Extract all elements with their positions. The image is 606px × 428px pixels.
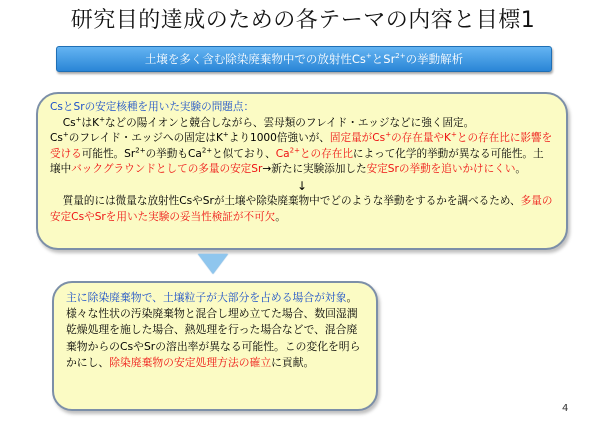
highlight-text: 主に除染廃棄物で、土壌粒子が大部分を占める場合が対象 (66, 291, 347, 304)
superscript: 2+ (201, 146, 213, 155)
slide-title: 研究目的達成のための各テーマの内容と目標1 (70, 8, 536, 33)
subtitle-sup-sr: 2+ (395, 52, 406, 61)
text-span: 質量的には微量な放射性CsやSrが土壌や除染廃棄物中でどのような挙動をするかを調べるため、 (62, 194, 521, 207)
problem-paragraph-1 (50, 116, 554, 132)
text-span: 。 (275, 210, 286, 223)
problem-heading: CsとSrの安定核種を用いた実験の問題点： (50, 101, 255, 113)
subtitle-banner (56, 46, 552, 72)
highlight-text: 固定量がCs (329, 132, 386, 145)
target-box (52, 281, 378, 411)
text-span: 。 (346, 291, 358, 304)
subtitle-text-a: 土壌を多く含む除染廃棄物中での放射性Cs (144, 52, 366, 66)
target-paragraph-2 (66, 306, 364, 371)
text-span: 。 (515, 163, 527, 176)
text-span: はK (81, 116, 100, 129)
superscript: + (450, 130, 457, 139)
text-span: のフレイド・エッジへの固定はK (68, 132, 223, 145)
highlight-text: との存在比に影響を受ける (50, 132, 553, 160)
superscript: + (222, 130, 229, 139)
subtitle-text-c: の挙動解析 (405, 52, 464, 66)
text-span: と似ており、 (212, 147, 276, 160)
text-span: Cs (62, 116, 76, 129)
problem-paragraph-3 (50, 194, 554, 225)
superscript: + (75, 115, 82, 124)
problem-paragraph-2 (50, 131, 554, 178)
down-triangle-icon (198, 254, 228, 274)
superscript: + (99, 115, 105, 124)
text-span: →新たに実験添加した (262, 163, 367, 176)
text-span: によって化学的挙動が異なる可能性。土壌中 (50, 147, 544, 176)
page-number: 4 (562, 403, 569, 414)
highlight-text: 多量の安定CsやSrを用いた実験の妥当性検証が不可欠 (50, 194, 553, 223)
highlight-text: Ca (275, 147, 290, 160)
highlight-text: 安定Srの挙動を追いかけにくい (366, 163, 516, 176)
subtitle-text-b: とSr (371, 52, 396, 66)
down-arrow-icon: ↓ (296, 178, 308, 193)
highlight-text: との存在比 (299, 147, 353, 160)
text-span: より1000倍強いが、 (228, 132, 330, 145)
text-span: 様々な性状の汚染廃棄物と混合し埋め立てた場合、数回湿潤乾燥処理を施した場合、熱処理を行った場合などで、混合廃棄物からのCsやSrの溶出率が異なる可能性。この変化を明らかにし、 (66, 307, 361, 369)
subtitle-sup-cs: + (365, 52, 372, 61)
highlight-text: 除染廃棄物の安定処理方法の確立 (109, 355, 272, 369)
text-span: 可能性。Sr (81, 147, 136, 160)
text-span: の挙動もCa (145, 147, 202, 160)
text-span: などの陽イオンと競合しながら、雲母類のフレイド・エッジなどに強く固定。 (104, 116, 475, 129)
text-span: Cs (50, 132, 63, 145)
superscript: 2+ (289, 146, 300, 155)
superscript: + (385, 130, 392, 139)
text-span: に貢献。 (271, 355, 315, 369)
target-paragraph-1 (66, 290, 364, 306)
superscript: 2+ (135, 146, 146, 155)
superscript: + (62, 130, 69, 139)
highlight-text: バックグラウンドとしての多量の安定Sr (71, 163, 263, 176)
problem-box (36, 92, 568, 250)
highlight-text: の存在量やK (391, 132, 451, 145)
